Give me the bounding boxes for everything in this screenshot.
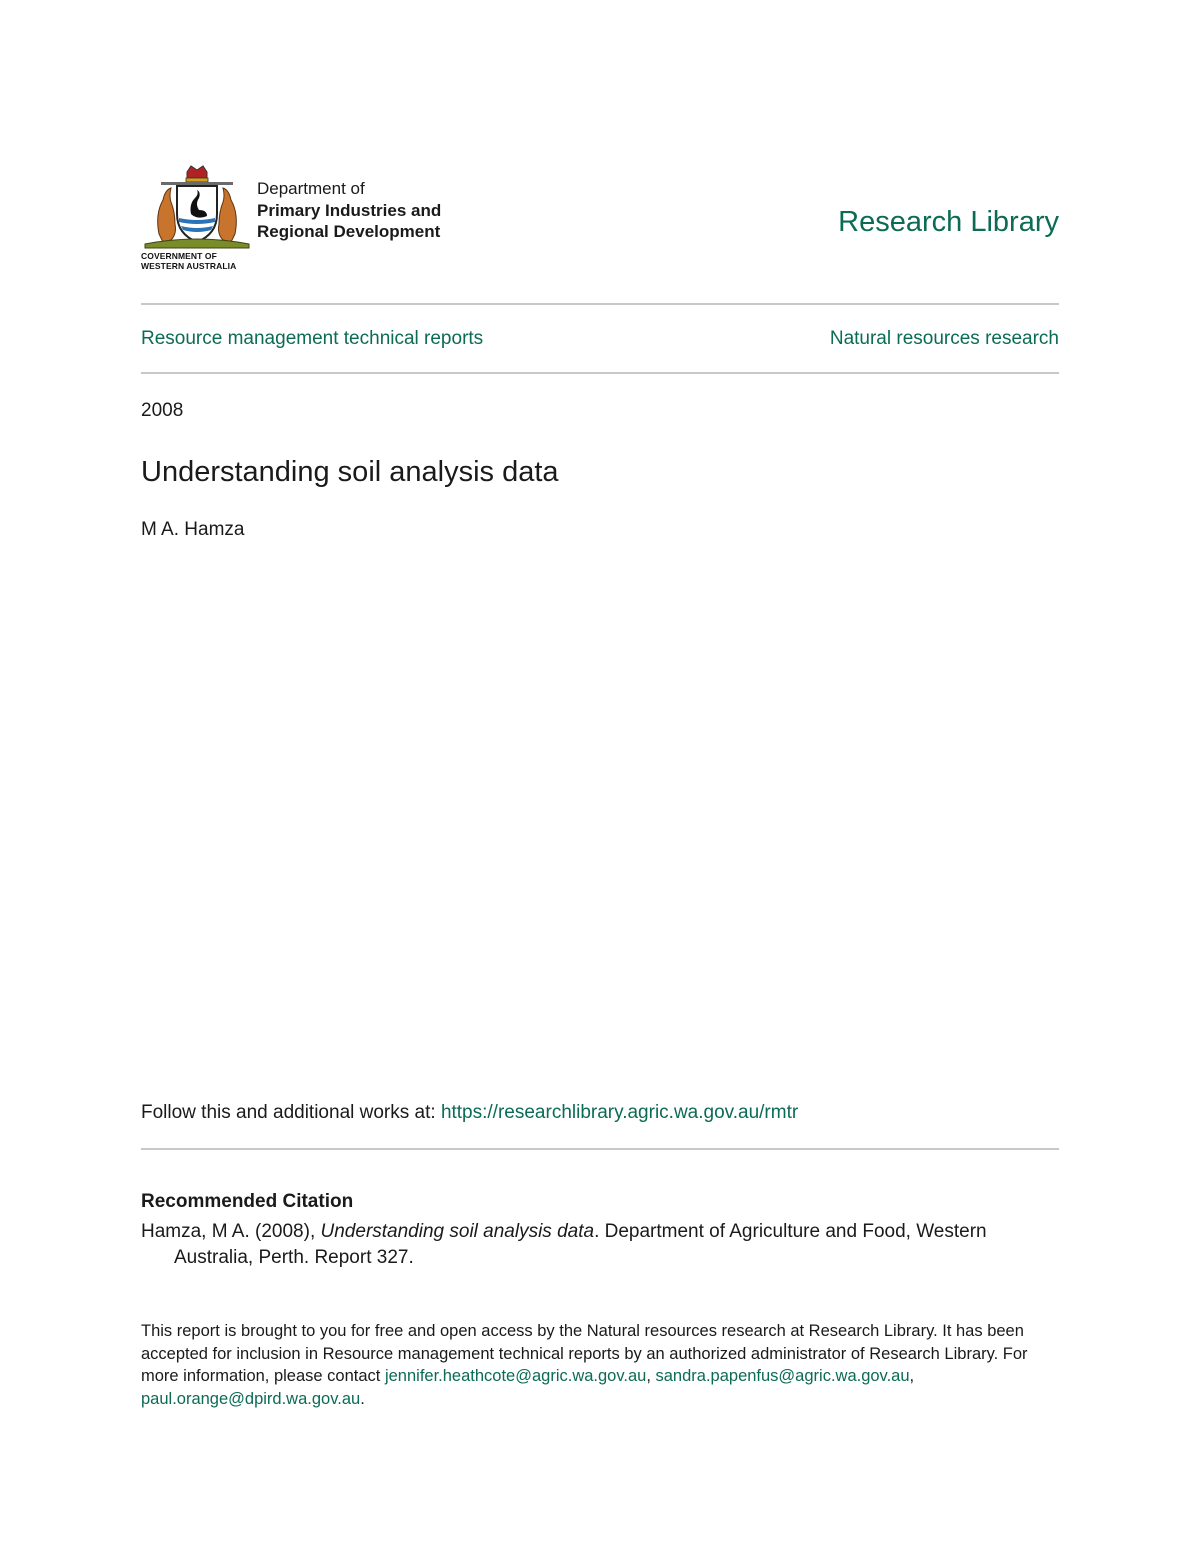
citation-prefix: Hamza, M A. (2008), [141,1221,321,1242]
department-line2: Primary Industries and [257,200,442,220]
citation-text [141,1219,1064,1271]
wa-government-crest-logo [141,164,253,274]
header [141,164,1059,274]
divider-nav [141,372,1059,374]
access-sep2: , [909,1367,915,1385]
divider-top [141,303,1059,305]
contact-email-sandra[interactable]: sandra.papenfus@agric.wa.gov.au [655,1367,910,1385]
contact-email-jennifer[interactable]: jennifer.heathcote@agric.wa.gov.au [384,1367,647,1385]
follow-works-link[interactable]: https://researchlibrary.agric.wa.gov.au/rmtr [440,1102,799,1123]
recommended-citation-heading: Recommended Citation [141,1191,354,1212]
page [141,0,1059,1553]
divider-follow [141,1148,1059,1150]
access-end: . [360,1389,365,1408]
open-access-statement [141,1320,1059,1410]
department-name [257,178,441,243]
crest-caption-line2: WESTERN AUSTRALIA [141,261,237,271]
citation-title: Understanding soil analysis data [320,1221,595,1242]
follow-prefix: Follow this and additional works at: [141,1102,441,1123]
resource-management-reports-link[interactable]: Resource management technical reports [141,328,484,349]
crest-caption-line1: COVERNMENT OF [141,251,217,261]
follow-works [141,1102,798,1124]
research-library-title: Research Library [838,206,1059,238]
crest-caption [141,251,253,271]
document-title: Understanding soil analysis data [141,456,559,488]
access-sep1: , [646,1367,656,1385]
contact-email-paul[interactable]: paul.orange@dpird.wa.gov.au [141,1389,361,1408]
department-line1: Department of [257,179,365,198]
citation-suffix: . Department of Agriculture and Food, Western Australia, Perth. Report 327. [174,1221,987,1268]
publication-year: 2008 [141,400,184,421]
document-author: M A. Hamza [141,519,245,540]
department-line3: Regional Development [257,222,441,241]
access-text: This report is brought to you for free and open access by the Natural resources research at Research Library. It has been accepted for inclusion in Resource management technical reports by an authorized administrator of Research Library. For more information, please contact [141,1322,1028,1385]
crest-icon [141,164,253,250]
natural-resources-research-link[interactable]: Natural resources research [829,328,1059,349]
